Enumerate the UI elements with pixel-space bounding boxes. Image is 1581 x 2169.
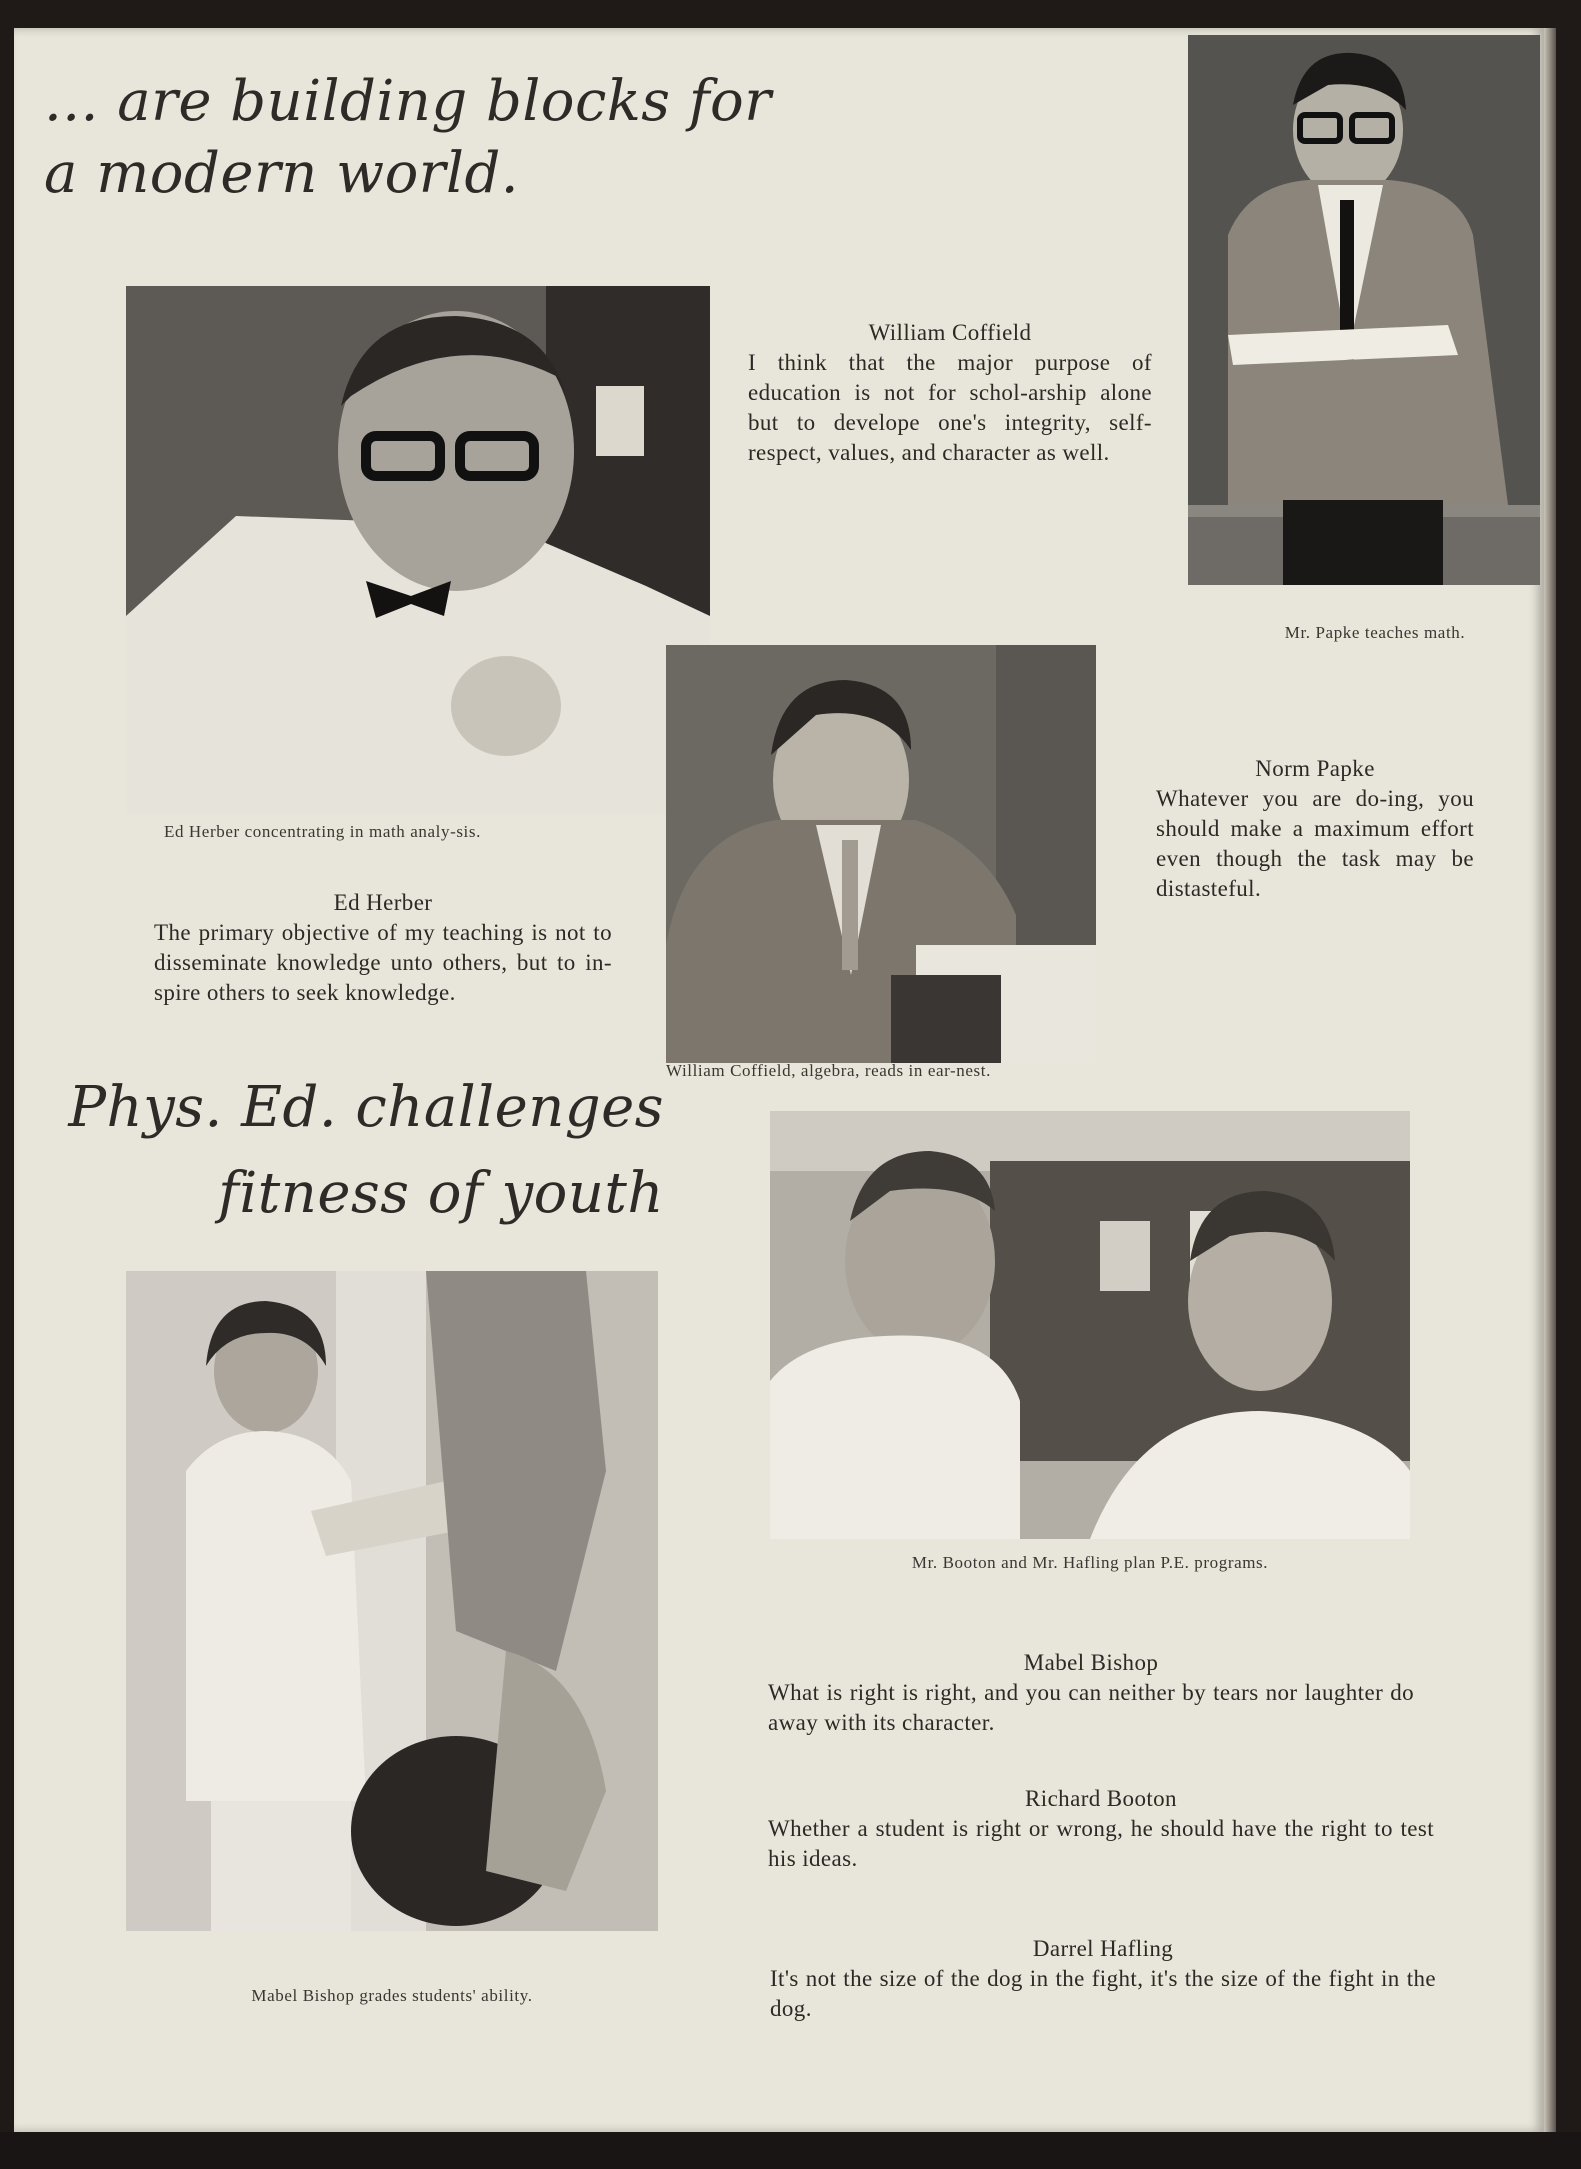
quote-text: What is right is right, and you can neither by tears nor laughter do away with its character. <box>768 1680 1414 1735</box>
headline-building-blocks: ... are building blocks for a modern world. <box>44 69 772 206</box>
bottom-scan-band <box>0 2132 1581 2169</box>
quote-richard-booton <box>768 1784 1434 1874</box>
quote-name: Ed Herber <box>333 890 433 915</box>
caption-william-coffield: William Coffield, algebra, reads in ear-nest. <box>666 1061 991 1080</box>
photo-norm-papke <box>1188 35 1540 585</box>
photo-booton-hafling <box>770 1111 1410 1539</box>
page-edge <box>1544 28 1556 2132</box>
caption-booton-hafling: Mr. Booton and Mr. Hafling plan P.E. programs. <box>911 1553 1269 1572</box>
quote-name: Darrel Hafling <box>1032 1936 1174 1961</box>
quote-william-coffield <box>748 318 1152 468</box>
quote-darrel-hafling <box>770 1934 1436 2024</box>
quote-name: Mabel Bishop <box>1023 1650 1159 1675</box>
caption-ed-herber: Ed Herber concentrating in math analy-sis. <box>164 822 481 841</box>
caption-norm-papke: Mr. Papke teaches math. <box>1284 623 1466 642</box>
quote-text: The primary objective of my teaching is not to disseminate knowledge unto others, but to in-spire others to seek knowledge. <box>154 920 612 1005</box>
quote-text: Whether a student is right or wrong, he should have the right to test his ideas. <box>768 1816 1434 1871</box>
quote-norm-papke <box>1156 754 1474 904</box>
quote-text: It's not the size of the dog in the fight, it's the size of the fight in the dog. <box>770 1966 1436 2021</box>
headline-phys-ed: Phys. Ed. challenges fitness of youth <box>68 1075 664 1226</box>
caption-mabel-bishop: Mabel Bishop grades students' ability. <box>251 1986 533 2005</box>
photo-ed-herber <box>126 286 710 814</box>
quote-text: I think that the major purpose of education is not for schol-arship alone but to develope one's integrity, self-respect, values, and character as well. <box>748 350 1152 465</box>
photo-william-coffield <box>666 645 1096 1063</box>
photo-mabel-bishop <box>126 1271 658 1931</box>
quote-ed-herber <box>154 888 612 1008</box>
quote-text: Whatever you are do-ing, you should make a maximum effort even though the task may be distasteful. <box>1156 786 1474 901</box>
quote-mabel-bishop <box>768 1648 1414 1738</box>
quote-name: William Coffield <box>868 320 1032 345</box>
quote-name: Richard Booton <box>1025 1786 1177 1811</box>
quote-name: Norm Papke <box>1255 756 1375 781</box>
yearbook-page <box>14 28 1544 2132</box>
